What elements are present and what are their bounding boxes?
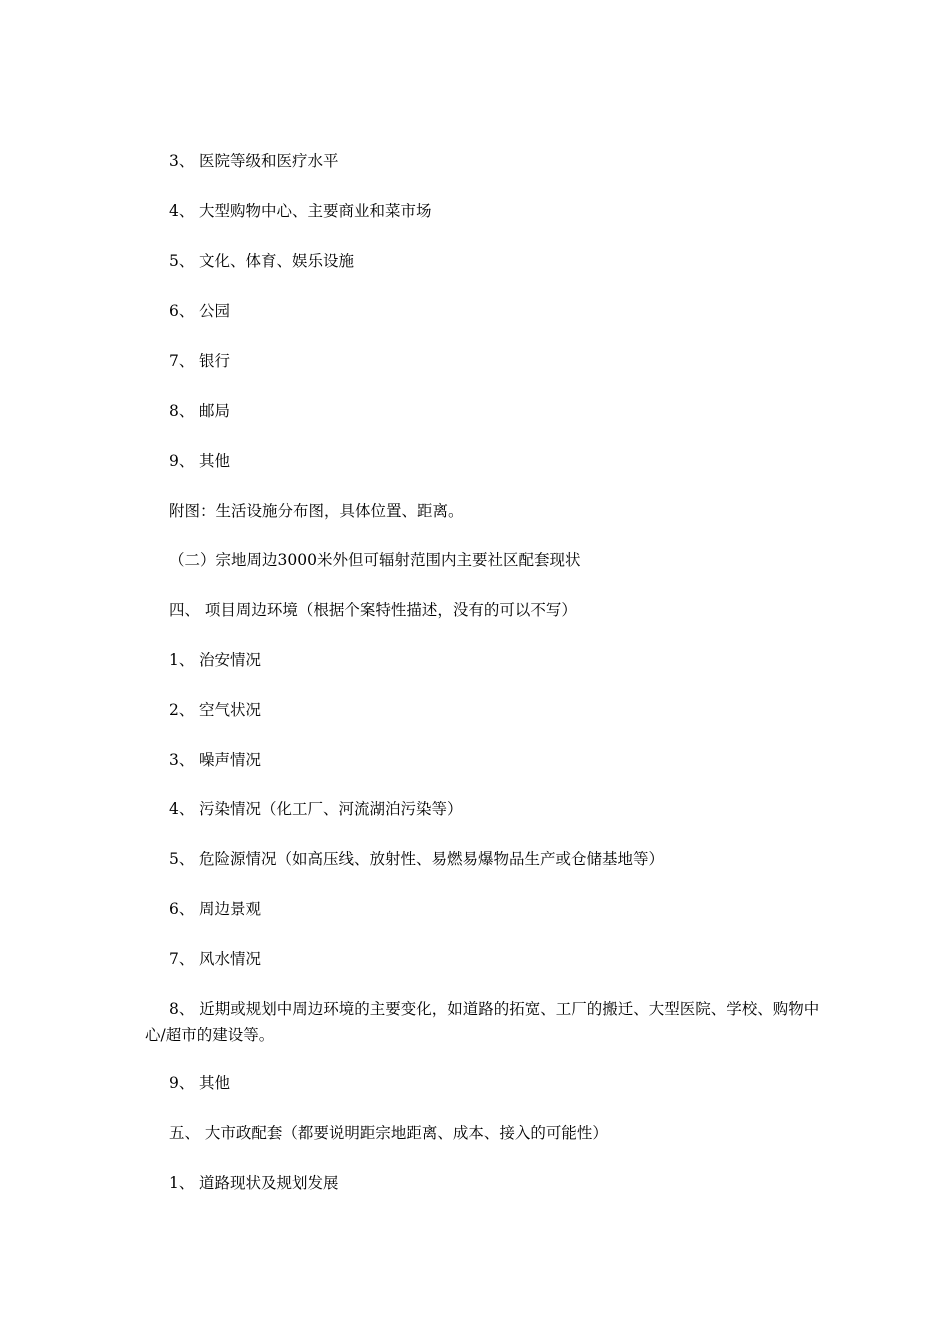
item-number: 4、 [169, 800, 195, 818]
list-item-fengshui [169, 949, 261, 969]
subsection-heading: （二）宗地周边3000米外但可辐射范围内主要社区配套现状 [169, 551, 581, 569]
list-item-other-2 [169, 1073, 230, 1093]
item-number: 3、 [169, 751, 195, 769]
item-number: 2、 [169, 701, 195, 719]
attachment-note: 附图：生活设施分布图，具体位置、距离。 [169, 502, 464, 520]
item-text: 其他 [199, 1074, 231, 1092]
item-text: 风水情况 [199, 950, 262, 968]
item-number: 6、 [169, 900, 195, 918]
item-number: 1、 [169, 1174, 195, 1192]
list-item-roads [169, 1173, 339, 1193]
list-item-culture [169, 251, 354, 271]
item-number: 4、 [169, 202, 195, 220]
item-number: 5、 [169, 252, 195, 270]
item-text: 污染情况（化工厂、河流湖泊污染等） [199, 800, 463, 818]
list-item-park [169, 301, 230, 321]
item-number: 5、 [169, 850, 195, 868]
item-number: 8、 [169, 402, 195, 420]
item-number: 9、 [169, 452, 195, 470]
item-text: 邮局 [199, 402, 231, 420]
item-text: 医院等级和医疗水平 [199, 152, 339, 170]
list-item-noise [169, 750, 261, 770]
item-text: 文化、体育、娱乐设施 [199, 252, 355, 270]
list-item-other [169, 451, 230, 471]
item-text: 治安情况 [199, 651, 262, 669]
item-number: 7、 [169, 950, 195, 968]
list-item-shopping [169, 201, 432, 221]
item-text: 其他 [199, 452, 231, 470]
list-item-bank [169, 351, 230, 371]
item-number: 1、 [169, 651, 195, 669]
list-item-landscape [169, 899, 261, 919]
list-item-post-office [169, 401, 230, 421]
section-heading-surroundings: 四、 项目周边环境（根据个案特性描述，没有的可以不写） [169, 601, 577, 619]
item-number: 3、 [169, 152, 195, 170]
item-text: 噪声情况 [199, 751, 262, 769]
item-text: 周边景观 [199, 900, 262, 918]
list-item-security [169, 650, 261, 670]
item-number: 6、 [169, 302, 195, 320]
item-text: 大型购物中心、主要商业和菜市场 [199, 202, 432, 220]
item-text: 空气状况 [199, 701, 262, 719]
item-text: 银行 [199, 352, 231, 370]
item-text: 危险源情况（如高压线、放射性、易燃易爆物品生产或仓储基地等） [199, 850, 665, 868]
item-text: 道路现状及规划发展 [199, 1174, 339, 1192]
section-heading-municipal: 五、 大市政配套（都要说明距宗地距离、成本、接入的可能性） [169, 1124, 608, 1142]
list-item-environment-changes: 8、 近期或规划中周边环境的主要变化，如道路的拓宽、工厂的搬迁、大型医院、学校、购物中心/超市的建设等。 [145, 1000, 820, 1044]
list-item-pollution [169, 799, 463, 819]
item-number: 9、 [169, 1074, 195, 1092]
item-text: 公园 [199, 302, 231, 320]
list-item-hospital [169, 151, 339, 171]
list-item-hazard [169, 849, 664, 869]
list-item-air [169, 700, 261, 720]
item-number: 7、 [169, 352, 195, 370]
